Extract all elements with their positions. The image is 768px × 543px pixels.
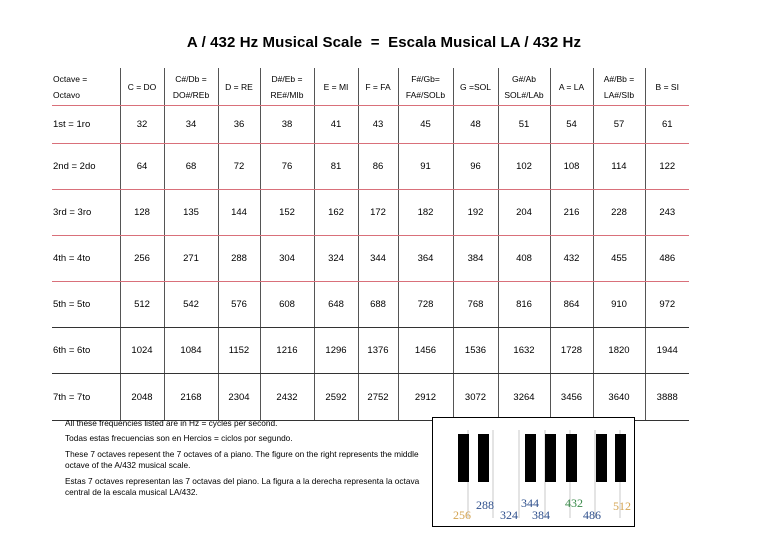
header-note (550, 68, 593, 106)
frequency-cell: 3072 (453, 374, 498, 421)
piano-figure (432, 417, 635, 527)
frequency-cell: 1632 (498, 328, 550, 374)
frequency-cell: 162 (314, 190, 358, 236)
header-note-line: D = RE (225, 81, 253, 92)
frequency-cell: 432 (550, 236, 593, 282)
header-note (498, 68, 550, 106)
header-note (453, 68, 498, 106)
header-note-line: DO#/REb (172, 89, 210, 100)
table-row (52, 374, 689, 421)
header-octave-line: Octave = (53, 73, 88, 84)
octave-label: 4th = 4to (52, 236, 120, 282)
frequency-cell: 688 (358, 282, 398, 328)
table-row (52, 236, 689, 282)
octave-label: 6th = 6to (52, 328, 120, 374)
frequency-cell: 2304 (218, 374, 260, 421)
table-row (52, 144, 689, 190)
frequency-cell: 2048 (120, 374, 164, 421)
frequency-cell: 2168 (164, 374, 218, 421)
frequency-cell: 45 (398, 106, 453, 144)
frequency-cell: 76 (260, 144, 314, 190)
header-note-line: F = FA (365, 81, 391, 92)
header-note-line: FA#/SOLb (405, 89, 446, 100)
header-octave (52, 68, 120, 106)
frequency-cell: 34 (164, 106, 218, 144)
frequency-cell: 512 (120, 282, 164, 328)
frequency-cell: 64 (120, 144, 164, 190)
note-hz-english: All these frequencies listed are in Hz = cycles per second. (65, 418, 278, 428)
key-frequency-label: 344 (521, 496, 539, 510)
frequency-cell: 228 (593, 190, 645, 236)
frequency-cell: 344 (358, 236, 398, 282)
frequency-cell: 364 (398, 236, 453, 282)
frequency-cell: 243 (645, 190, 689, 236)
frequency-cell: 455 (593, 236, 645, 282)
frequency-cell: 408 (498, 236, 550, 282)
frequency-cell: 152 (260, 190, 314, 236)
frequency-cell: 1152 (218, 328, 260, 374)
frequency-cell: 304 (260, 236, 314, 282)
frequency-cell: 3640 (593, 374, 645, 421)
frequency-cell: 57 (593, 106, 645, 144)
frequency-cell: 61 (645, 106, 689, 144)
frequency-cell: 3888 (645, 374, 689, 421)
frequency-cell: 1456 (398, 328, 453, 374)
octave-label: 5th = 5to (52, 282, 120, 328)
frequency-cell: 2432 (260, 374, 314, 421)
header-note-line: G#/Ab (511, 73, 537, 84)
header-note (260, 68, 314, 106)
key-frequency-label: 288 (476, 498, 494, 512)
key-frequency-label: 324 (500, 508, 518, 522)
frequency-cell: 102 (498, 144, 550, 190)
frequency-cell: 122 (645, 144, 689, 190)
frequency-cell: 1216 (260, 328, 314, 374)
frequency-cell: 81 (314, 144, 358, 190)
key-frequency-label: 486 (583, 508, 601, 522)
frequency-cell: 1536 (453, 328, 498, 374)
frequency-cell: 43 (358, 106, 398, 144)
frequency-cell: 91 (398, 144, 453, 190)
frequency-cell: 86 (358, 144, 398, 190)
frequency-cell: 1084 (164, 328, 218, 374)
frequency-cell: 271 (164, 236, 218, 282)
black-key (545, 434, 556, 482)
frequency-cell: 384 (453, 236, 498, 282)
frequency-cell: 135 (164, 190, 218, 236)
frequency-cell: 182 (398, 190, 453, 236)
frequency-cell: 144 (218, 190, 260, 236)
frequency-cell: 54 (550, 106, 593, 144)
octave-label: 7th = 7to (52, 374, 120, 421)
header-note-line: F#/Gb= (411, 73, 440, 84)
header-note (120, 68, 164, 106)
key-frequency-label: 512 (613, 499, 631, 513)
frequency-cell: 1728 (550, 328, 593, 374)
table-row (52, 328, 689, 374)
header-note-line: C#/Db = (175, 73, 207, 84)
header-note (358, 68, 398, 106)
table-body (52, 106, 689, 421)
header-note-line: A#/Bb = (603, 73, 635, 84)
frequency-cell: 96 (453, 144, 498, 190)
frequency-cell: 486 (645, 236, 689, 282)
page-title: A / 432 Hz Musical Scale = Escala Musical LA / 432 Hz (186, 34, 582, 51)
note-octaves-spanish: Estas 7 octaves representan las 7 octavas del piano. La figura a la derecha representa la octava central de la escala musical LA/432. (65, 475, 420, 498)
frequency-cell: 910 (593, 282, 645, 328)
frequency-cell: 41 (314, 106, 358, 144)
frequency-notes (65, 418, 425, 503)
frequency-cell: 172 (358, 190, 398, 236)
header-note (398, 68, 453, 106)
table-row (52, 106, 689, 144)
frequency-cell: 256 (120, 236, 164, 282)
black-key (525, 434, 536, 482)
frequency-cell: 108 (550, 144, 593, 190)
key-frequency-label: 384 (532, 508, 550, 522)
header-note-line: G =SOL (460, 81, 491, 92)
header-note-line: D#/Eb = (271, 73, 303, 84)
header-note-line: C = DO (127, 81, 157, 92)
frequency-cell: 2912 (398, 374, 453, 421)
frequency-cell: 2592 (314, 374, 358, 421)
frequency-cell: 816 (498, 282, 550, 328)
frequency-cell: 114 (593, 144, 645, 190)
black-key (458, 434, 469, 482)
header-octave-line: Octavo (53, 89, 80, 100)
octave-label: 3rd = 3ro (52, 190, 120, 236)
header-note (218, 68, 260, 106)
header-note (164, 68, 218, 106)
frequency-cell: 542 (164, 282, 218, 328)
frequency-cell: 1820 (593, 328, 645, 374)
octave-label: 1st = 1ro (52, 106, 120, 144)
table-row (52, 190, 689, 236)
frequency-cell: 1024 (120, 328, 164, 374)
frequency-cell: 38 (260, 106, 314, 144)
header-note-line: SOL#/LAb (504, 89, 544, 100)
frequency-cell: 204 (498, 190, 550, 236)
frequency-cell: 216 (550, 190, 593, 236)
header-note-line: RE#/MIb (270, 89, 304, 100)
frequency-cell: 608 (260, 282, 314, 328)
frequency-cell: 972 (645, 282, 689, 328)
frequency-cell: 768 (453, 282, 498, 328)
frequency-table (52, 68, 689, 421)
header-note (593, 68, 645, 106)
header-note-line: LA#/SIb (603, 89, 635, 100)
frequency-cell: 1296 (314, 328, 358, 374)
frequency-cell: 36 (218, 106, 260, 144)
frequency-cell: 2752 (358, 374, 398, 421)
black-key (478, 434, 489, 482)
piano-keyboard (433, 418, 636, 528)
frequency-cell: 3264 (498, 374, 550, 421)
black-key (615, 434, 626, 482)
note-hz-spanish: Todas estas frecuencias son en Hercios = ciclos por segundo. (65, 433, 293, 444)
frequency-cell: 288 (218, 236, 260, 282)
frequency-cell: 3456 (550, 374, 593, 421)
table-header-row (52, 68, 689, 106)
header-note (314, 68, 358, 106)
frequency-cell: 128 (120, 190, 164, 236)
header-note-line: E = MI (323, 81, 349, 92)
frequency-cell: 192 (453, 190, 498, 236)
frequency-cell: 1944 (645, 328, 689, 374)
key-frequency-label: 256 (453, 508, 471, 522)
note-octaves-english: These 7 octaves repesent the 7 octaves of a piano. The figure on the right represents the middle octave of the A/432 musical scale. (65, 448, 419, 471)
frequency-cell: 648 (314, 282, 358, 328)
frequency-cell: 51 (498, 106, 550, 144)
black-key (596, 434, 607, 482)
header-note-line: A = LA (558, 81, 585, 92)
frequency-cell: 728 (398, 282, 453, 328)
header-note (645, 68, 689, 106)
frequency-cell: 68 (164, 144, 218, 190)
frequency-cell: 32 (120, 106, 164, 144)
table-row (52, 282, 689, 328)
frequency-cell: 72 (218, 144, 260, 190)
frequency-cell: 48 (453, 106, 498, 144)
frequency-cell: 324 (314, 236, 358, 282)
black-key (566, 434, 577, 482)
key-frequency-label: 432 (565, 496, 583, 510)
frequency-cell: 576 (218, 282, 260, 328)
octave-label: 2nd = 2do (52, 144, 120, 190)
header-note-line: B = SI (655, 81, 679, 92)
frequency-cell: 1376 (358, 328, 398, 374)
frequency-cell: 864 (550, 282, 593, 328)
